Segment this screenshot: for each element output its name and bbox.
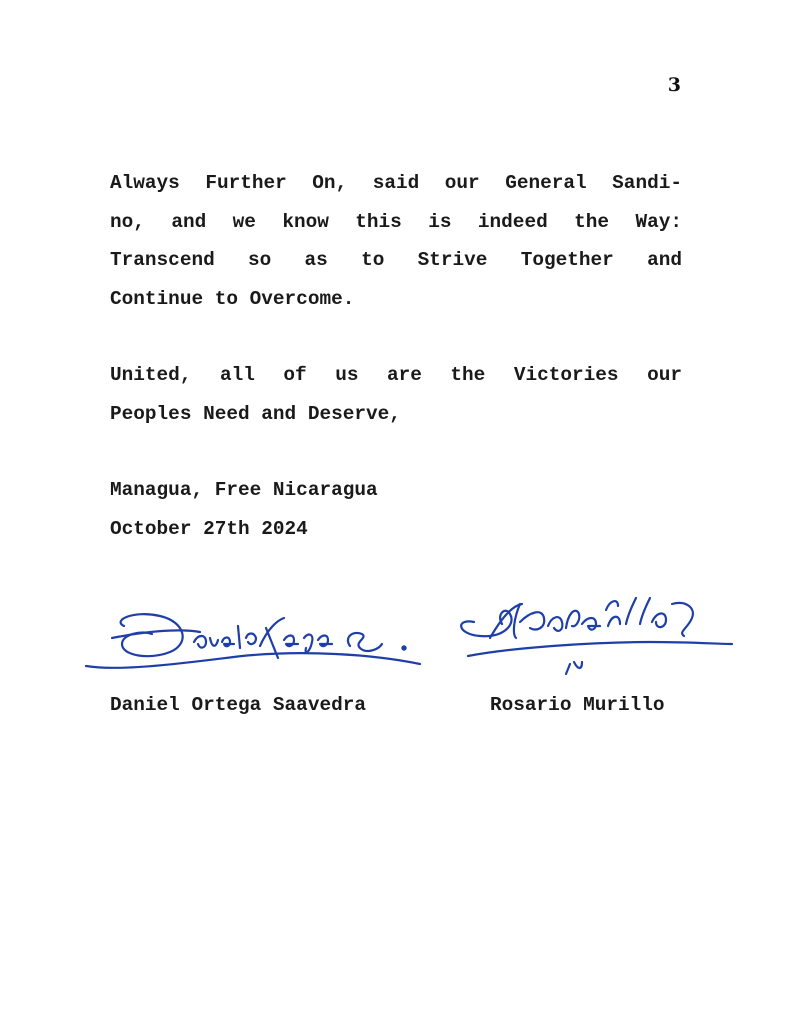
text-line: Continue to Overcome. <box>110 287 355 310</box>
signature-rosario-murillo <box>450 578 740 678</box>
text-line: United, all of us are the Victories our <box>110 364 682 386</box>
place-and-date <box>110 471 682 548</box>
paragraph-united <box>110 356 682 433</box>
text-line: Transcend so as to Strive Together and <box>110 249 682 271</box>
text-line: Always Further On, said our General Sandi- <box>110 172 682 194</box>
text-line: Peoples Need and Deserve, <box>110 402 401 425</box>
page-number: 3 <box>667 74 681 96</box>
date-line: October 27th 2024 <box>110 517 308 540</box>
signature-daniel-ortega <box>82 598 427 678</box>
place-line: Managua, Free Nicaragua <box>110 479 378 501</box>
paragraph-closing <box>110 164 682 318</box>
signatory-name-right: Rosario Murillo <box>490 694 665 716</box>
signatory-name-left: Daniel Ortega Saavedra <box>110 694 366 716</box>
text-line: no, and we know this is indeed the Way: <box>110 210 682 233</box>
